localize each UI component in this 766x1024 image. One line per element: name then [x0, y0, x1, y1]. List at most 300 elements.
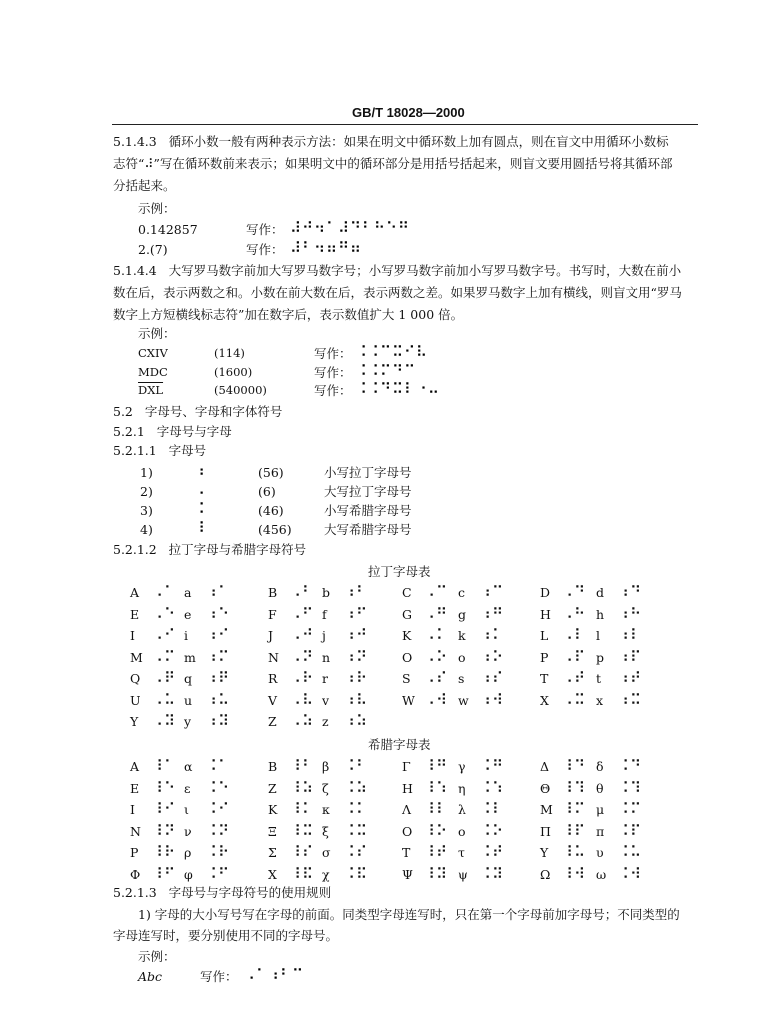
letter-cell [596, 625, 642, 644]
braille-text: ⠨⠨⠍⠙⠉ [356, 362, 416, 380]
letter-print: d [596, 585, 605, 600]
letter-print: r [322, 671, 328, 686]
letter-braille: ⠸⠇ [424, 800, 448, 818]
section-5-1-4-3-line1 [113, 133, 669, 150]
braille-letter-sign: ⠨ [194, 500, 206, 518]
letter-cell [402, 625, 448, 644]
letter-cell [184, 799, 230, 818]
letter-cell [130, 756, 176, 775]
letter-braille: ⠨⠛ [480, 757, 504, 775]
letter-braille: ⠸⠑ [152, 778, 176, 797]
example-write-label: 写作： [314, 346, 352, 361]
letter-print: Δ [540, 759, 550, 774]
letter-print: ω [596, 866, 607, 882]
letter-braille: ⠰⠵ [344, 712, 368, 730]
letter-cell [130, 799, 176, 818]
roman-numeral: MDC [138, 365, 168, 379]
letter-braille: ⠨⠊ [206, 800, 230, 818]
letter-print: ξ [322, 823, 329, 839]
letter-print: u [184, 692, 193, 708]
letter-braille: ⠨⠯ [344, 864, 368, 883]
letter-braille: ⠨⠭ [344, 821, 368, 840]
letter-braille: ⠠⠛ [424, 604, 448, 623]
letter-braille: ⠰⠉ [480, 583, 504, 601]
letter-cell [596, 778, 642, 797]
letter-cell [268, 778, 314, 797]
letter-print: μ [596, 802, 605, 817]
letter-braille: ⠨⠍ [618, 800, 642, 818]
letter-cell [268, 647, 314, 666]
letter-print: f [322, 606, 327, 622]
letter-print: Z [268, 714, 277, 729]
letter-cell [322, 582, 368, 601]
letter-print: e [184, 606, 192, 622]
letter-braille: ⠠⠗ [290, 669, 314, 687]
letter-print: o [458, 649, 466, 665]
letter-braille: ⠰⠽ [206, 712, 230, 730]
table-row [130, 582, 690, 604]
letter-braille: ⠨⠽ [480, 864, 504, 883]
letter-cell [184, 864, 230, 883]
letter-cell [130, 842, 176, 861]
letter-braille: ⠰⠅ [480, 626, 504, 644]
sign-description: 小写拉丁字母号 [324, 465, 412, 480]
letter-cell [402, 842, 448, 861]
example-label: 示例： [138, 949, 176, 964]
braille-text: ⠨⠨⠙⠭⠇⠐⠤ [356, 380, 440, 398]
letter-cell [184, 668, 230, 687]
letter-braille: ⠸⠊ [152, 800, 176, 818]
letter-braille: ⠨⠑ [206, 778, 230, 797]
letter-print: C [402, 585, 412, 600]
letter-print: H [402, 780, 413, 796]
braille-letter-sign: ⠠ [194, 481, 206, 499]
letter-print: O [402, 823, 413, 839]
letter-braille: ⠰⠎ [480, 669, 504, 687]
letter-cell [540, 864, 586, 883]
example-print: 0.142857 [138, 222, 198, 237]
letter-cell [268, 604, 314, 623]
letter-braille: ⠠⠙ [562, 583, 586, 601]
paragraph-line: 志符“⠼”写在循环数前来表示；如果明文中的循环部分是用括号括起来，则盲文要用圆括号将其循环部 [113, 156, 673, 171]
section-5-1-4-4-line1 [113, 262, 681, 279]
letter-braille: ⠠⠟ [152, 669, 176, 687]
letter-cell [596, 842, 642, 861]
letter-cell [268, 821, 314, 840]
letter-braille: ⠰⠁ [206, 583, 230, 601]
letter-braille: ⠰⠭ [618, 690, 642, 709]
letter-braille: ⠰⠧ [344, 690, 368, 709]
letter-braille: ⠨⠥ [618, 843, 642, 861]
letter-cell [540, 756, 586, 775]
paragraph-line: 字母连写时，要分别使用不同的字母号。 [113, 928, 339, 943]
letter-print: ε [184, 780, 191, 796]
letter-braille: ⠠⠅ [424, 626, 448, 644]
letter-braille: ⠸⠱ [424, 778, 448, 797]
letter-cell [322, 668, 368, 687]
letter-cell [540, 647, 586, 666]
section-heading-5-2-1-1 [113, 442, 206, 459]
letter-braille: ⠠⠥ [152, 690, 176, 709]
letter-braille: ⠠⠋ [290, 604, 314, 623]
section-number: 5.2.1 [113, 424, 145, 439]
section-heading-5-2-1 [113, 423, 232, 440]
table-row [130, 690, 690, 712]
letter-braille: ⠨⠹ [618, 778, 642, 797]
letter-cell [322, 864, 368, 883]
letter-print: λ [458, 802, 466, 817]
letter-cell [184, 778, 230, 797]
letter-print: K [268, 802, 278, 817]
letter-cell [402, 668, 448, 687]
letter-cell [322, 821, 368, 840]
section-number: 5.2 [113, 404, 133, 419]
braille-letter-sign: ⠸ [194, 519, 206, 537]
letter-print: z [322, 714, 329, 729]
roman-value: (540000) [214, 383, 267, 397]
letter-cell [322, 756, 368, 775]
letter-print: E [130, 780, 140, 796]
letter-print: M [540, 802, 553, 817]
letter-print: I [130, 628, 135, 643]
letter-cell [130, 778, 176, 797]
letter-print: x [596, 692, 604, 708]
section-number: 5.2.1.1 [113, 443, 157, 458]
sign-description: 大写拉丁字母号 [324, 484, 412, 499]
letter-braille: ⠰⠚ [344, 626, 368, 644]
letter-cell [540, 625, 586, 644]
section-title: 字母号与字母符号的使用规则 [168, 885, 332, 900]
dot-numbers: (6) [258, 484, 276, 499]
letter-cell [402, 604, 448, 623]
letter-cell [596, 756, 642, 775]
letter-print: i [184, 628, 188, 643]
letter-print: Ω [540, 866, 551, 882]
letter-print: Ξ [268, 823, 277, 839]
letter-braille: ⠸⠃ [290, 757, 314, 775]
letter-print: p [596, 649, 605, 665]
letter-braille: ⠨⠱ [480, 778, 504, 797]
letter-cell [184, 821, 230, 840]
sign-description: 大写希腊字母号 [324, 522, 412, 537]
standard-number: GB/T 18028—2000 [352, 105, 465, 120]
letter-braille: ⠠⠃ [290, 583, 314, 601]
letter-cell [184, 604, 230, 623]
latin-alphabet-table [130, 582, 690, 733]
section-title: 拉丁字母与希腊字母符号 [168, 542, 307, 557]
letter-cell [458, 842, 504, 861]
letter-cell [402, 647, 448, 666]
letter-cell [458, 821, 504, 840]
letter-print: j [322, 628, 326, 643]
letter-print: X [540, 692, 549, 708]
table-row [130, 604, 690, 626]
letter-print: F [268, 606, 277, 622]
letter-braille: ⠠⠵ [290, 712, 314, 730]
letter-cell [130, 711, 176, 730]
letter-braille: ⠸⠹ [562, 778, 586, 797]
letter-cell [184, 647, 230, 666]
letter-braille: ⠰⠺ [480, 690, 504, 709]
letter-cell [322, 711, 368, 730]
letter-braille: ⠠⠞ [562, 669, 586, 687]
letter-print: ρ [184, 845, 192, 860]
letter-print: φ [184, 866, 193, 882]
table-row [130, 821, 690, 843]
letter-braille: ⠰⠇ [618, 626, 642, 644]
letter-braille: ⠨⠇ [480, 800, 504, 818]
letter-braille: ⠰⠓ [618, 604, 642, 623]
letter-print: θ [596, 780, 604, 796]
letter-braille: ⠸⠏ [562, 821, 586, 840]
letter-print: t [596, 671, 602, 686]
letter-print: ι [184, 802, 189, 817]
letter-cell [322, 842, 368, 861]
letter-cell [322, 647, 368, 666]
letter-print: s [458, 671, 465, 686]
example-print: Abc [138, 969, 163, 984]
letter-braille: ⠸⠝ [152, 821, 176, 840]
greek-alphabet-table [130, 756, 690, 885]
letter-print: q [184, 671, 193, 686]
letter-braille: ⠸⠁ [152, 757, 176, 775]
letter-braille: ⠰⠊ [206, 626, 230, 644]
letter-braille: ⠸⠋ [152, 864, 176, 883]
letter-braille: ⠰⠥ [206, 690, 230, 709]
letter-braille: ⠸⠎ [290, 843, 314, 861]
letter-print: η [458, 780, 466, 796]
letter-cell [458, 582, 504, 601]
letter-print: κ [322, 802, 330, 817]
latin-table-title: 拉丁字母表 [368, 564, 431, 579]
letter-braille: ⠰⠟ [206, 669, 230, 687]
letter-braille: ⠰⠑ [206, 604, 230, 623]
letter-cell [130, 668, 176, 687]
letter-print: l [596, 628, 600, 643]
letter-braille: ⠸⠞ [424, 843, 448, 861]
letter-print: I [130, 802, 135, 817]
paragraph-line: 数字上方短横线标志符”加在数字后，表示数值扩大 1 000 倍。 [113, 307, 464, 322]
letter-cell [130, 864, 176, 883]
letter-print: y [184, 714, 192, 729]
table-row [130, 842, 690, 864]
letter-print: A [130, 759, 140, 774]
letter-braille: ⠨⠝ [206, 821, 230, 840]
letter-cell [596, 864, 642, 883]
table-row [130, 756, 690, 778]
letter-braille: ⠸⠛ [424, 757, 448, 775]
letter-print: c [458, 585, 466, 600]
letter-print: τ [458, 845, 465, 860]
letter-cell [184, 582, 230, 601]
letter-print: Λ [402, 802, 412, 817]
letter-braille: ⠠⠉ [424, 583, 448, 601]
section-heading-5-2 [113, 403, 282, 420]
letter-braille: ⠰⠃ [344, 583, 368, 601]
letter-cell [322, 690, 368, 709]
letter-braille: ⠰⠍ [206, 647, 230, 666]
letter-braille: ⠨⠏ [618, 821, 642, 840]
letter-cell [184, 690, 230, 709]
letter-print: ψ [458, 866, 468, 882]
letter-braille: ⠸⠭ [290, 821, 314, 840]
letter-cell [268, 582, 314, 601]
letter-print: Υ [540, 845, 549, 860]
letter-cell [130, 821, 176, 840]
letter-cell [130, 690, 176, 709]
letter-print: J [268, 628, 274, 643]
letter-braille: ⠰⠙ [618, 583, 642, 601]
letter-print: P [540, 649, 549, 665]
letter-braille: ⠸⠍ [562, 800, 586, 818]
letter-braille: ⠨⠅ [344, 800, 368, 818]
letter-braille: ⠠⠧ [290, 690, 314, 709]
letter-print: δ [596, 759, 604, 774]
letter-braille: ⠠⠭ [562, 690, 586, 709]
roman-numeral-overlined: $\overline{DXL}$ [138, 383, 164, 397]
letter-braille: ⠰⠝ [344, 647, 368, 666]
letter-print: X [268, 866, 277, 882]
letter-braille: ⠸⠥ [562, 843, 586, 861]
letter-print: G [402, 606, 412, 622]
letter-print: V [268, 692, 278, 708]
paragraph-line: 数在后，表示两数之和。小数在前大数在后，表示两数之差。如果罗马数字上加有横线，则盲文用“罗马 [113, 285, 682, 300]
letter-print: ν [184, 823, 192, 839]
letter-cell [540, 799, 586, 818]
letter-braille: ⠠⠑ [152, 604, 176, 623]
letter-braille: ⠠⠺ [424, 690, 448, 709]
letter-braille: ⠠⠝ [290, 647, 314, 666]
letter-cell [322, 625, 368, 644]
table-row [130, 778, 690, 800]
braille-text: ⠠⠁⠰⠃⠉ [244, 966, 304, 984]
example-write-label: 写作： [314, 365, 352, 380]
letter-print: g [458, 606, 467, 622]
letter-braille: ⠸⠗ [152, 843, 176, 861]
letter-braille: ⠠⠎ [424, 669, 448, 687]
letter-cell [322, 778, 368, 797]
letter-cell [130, 582, 176, 601]
letter-cell [268, 625, 314, 644]
letter-print: W [402, 692, 415, 708]
letter-cell [596, 690, 642, 709]
example-print: 2.(7) [138, 242, 168, 257]
letter-print: π [596, 823, 605, 839]
letter-cell [596, 647, 642, 666]
braille-text: ⠼⠃⠲⠶⠛⠶ [290, 239, 362, 257]
letter-print: ο [458, 823, 466, 839]
letter-braille: ⠰⠏ [618, 647, 642, 666]
paragraph-line: 分括起来。 [113, 178, 176, 193]
letter-braille: ⠨⠎ [344, 843, 368, 861]
section-title: 字母号 [168, 443, 207, 458]
letter-braille: ⠨⠺ [618, 864, 642, 883]
example-write-label: 写作： [246, 242, 284, 257]
letter-print: Γ [402, 759, 411, 774]
letter-braille: ⠠⠓ [562, 604, 586, 623]
letter-cell [596, 582, 642, 601]
letter-print: Π [540, 823, 551, 839]
letter-print: N [268, 649, 279, 665]
section-number: 5.2.1.3 [113, 885, 157, 900]
letter-cell [596, 799, 642, 818]
letter-braille: ⠨⠁ [206, 757, 230, 775]
table-row [130, 864, 690, 886]
section-number: 5.1.4.3 [113, 134, 157, 149]
letter-cell [458, 690, 504, 709]
letter-print: P [130, 845, 139, 860]
letter-print: v [322, 692, 330, 708]
letter-cell [268, 690, 314, 709]
letter-braille: ⠠⠍ [152, 647, 176, 666]
letter-cell [540, 842, 586, 861]
braille-letter-sign: ⠰ [194, 462, 206, 480]
letter-cell [458, 647, 504, 666]
dot-numbers: (456) [258, 522, 292, 537]
list-item-number: 3) [140, 503, 153, 518]
dot-numbers: (56) [258, 465, 284, 480]
section-heading-5-2-1-2 [113, 541, 306, 558]
letter-print: γ [458, 759, 466, 774]
table-row [130, 647, 690, 669]
letter-braille: ⠸⠽ [424, 864, 448, 883]
letter-cell [184, 625, 230, 644]
letter-cell [268, 799, 314, 818]
letter-print: b [322, 585, 331, 600]
letter-cell [130, 625, 176, 644]
letter-cell [458, 864, 504, 883]
letter-print: σ [322, 845, 331, 860]
letter-braille: ⠠⠁ [152, 583, 176, 601]
letter-cell [322, 799, 368, 818]
letter-cell [402, 690, 448, 709]
letter-print: H [540, 606, 551, 622]
letter-cell [268, 864, 314, 883]
letter-braille: ⠸⠵ [290, 778, 314, 797]
letter-cell [130, 647, 176, 666]
letter-braille: ⠰⠞ [618, 669, 642, 687]
letter-print: B [268, 585, 278, 600]
letter-print: υ [596, 845, 604, 860]
letter-print: A [130, 585, 140, 600]
letter-cell [458, 778, 504, 797]
letter-cell [540, 821, 586, 840]
example-label: 示例： [138, 201, 176, 216]
letter-braille: ⠨⠕ [480, 821, 504, 840]
letter-print: B [268, 759, 278, 774]
greek-table-title: 希腊字母表 [368, 737, 431, 752]
letter-cell [458, 604, 504, 623]
letter-print: Y [130, 714, 139, 729]
letter-print: Ψ [402, 866, 413, 882]
letter-print: ζ [322, 780, 329, 796]
letter-cell [458, 756, 504, 775]
letter-braille: ⠰⠛ [480, 604, 504, 623]
letter-braille: ⠠⠚ [290, 626, 314, 644]
letter-cell [322, 604, 368, 623]
letter-print: E [130, 606, 140, 622]
letter-cell [540, 604, 586, 623]
letter-braille: ⠨⠋ [206, 864, 230, 883]
letter-braille: ⠸⠺ [562, 864, 586, 883]
letter-braille: ⠸⠯ [290, 864, 314, 883]
letter-braille: ⠨⠵ [344, 778, 368, 797]
letter-braille: ⠨⠙ [618, 757, 642, 775]
letter-print: w [458, 692, 469, 708]
list-item-number: 2) [140, 484, 153, 499]
letter-print: M [130, 649, 143, 665]
letter-print: N [130, 823, 141, 839]
